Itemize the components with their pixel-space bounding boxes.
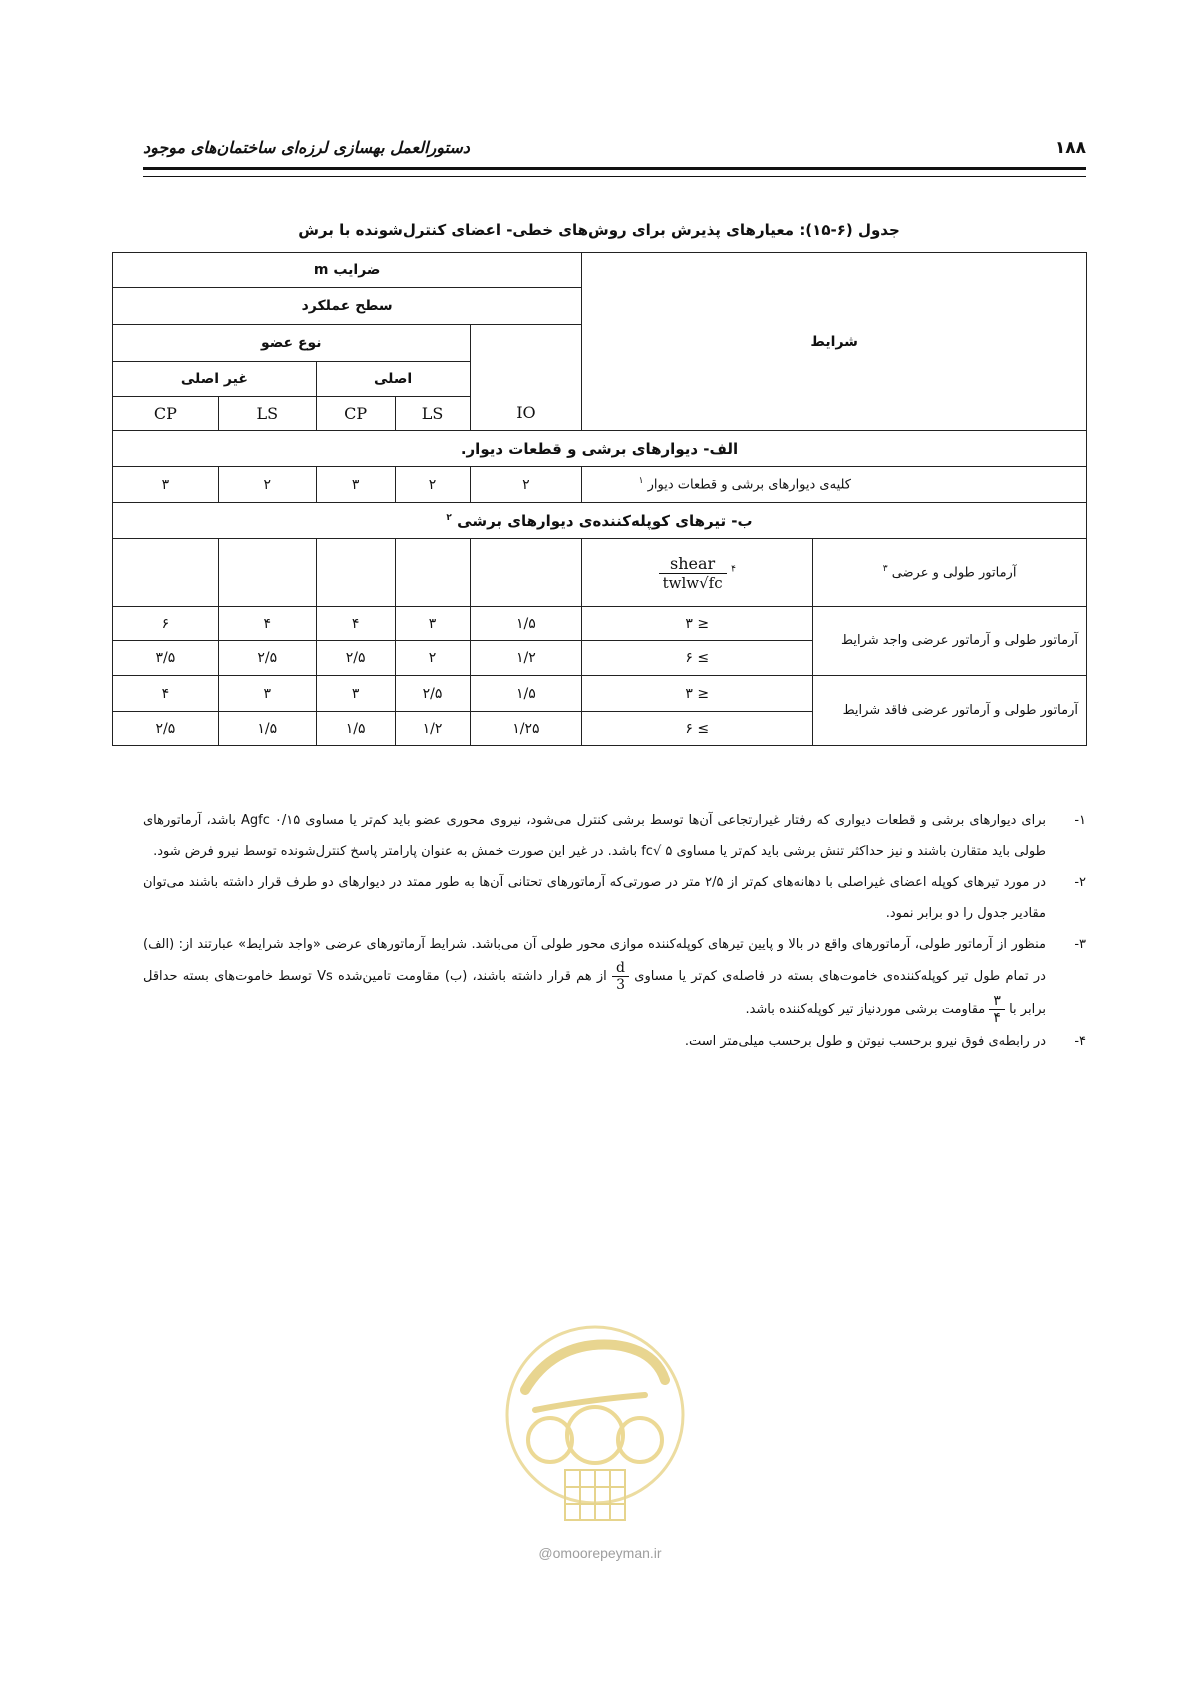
- io-header: IO: [470, 325, 582, 431]
- footnote-text: برای دیوارهای برشی و قطعات دیواری که رفتار غیرارتجاعی آن‌ها توسط برشی کنترل می‌شود، نیروی محوری عضو باید کم‌تر یا مساوی ۰/۱۵ Agfc باشد، آرماتورهای طولی باید متقارن باشند و نیز حداکثر تنش برشی باید کم‌تر یا مساوی ۵ √fc باشد. در غیر این صورت خمش به عنوان پارامتر پاسخ کنترل‌شونده توسط نیرو فرض شود.: [143, 813, 1046, 859]
- footnote-ref: ۴: [731, 563, 736, 574]
- subheader-row: [113, 539, 1087, 607]
- page-number: ۱۸۸: [1054, 138, 1086, 158]
- logo-script: [525, 1345, 665, 1390]
- cell: ۱/۵: [218, 712, 316, 746]
- cell: ۶: [113, 607, 219, 641]
- conditions-header: شرایط: [582, 253, 1087, 431]
- footnote-text: از هم قرار داشته باشند، (ب) مقاومت تامین‌شده Vs توسط خاموت‌های بسته حداقل برابر با: [143, 969, 1046, 1017]
- group-2-label: آرماتور طولی و آرماتور عرضی فاقد شرایط: [813, 676, 1087, 746]
- ratio-numerator: shear: [659, 554, 727, 574]
- cp-secondary-header: CP: [113, 397, 219, 431]
- header-rule: [143, 167, 1086, 177]
- watermark-caption: @omoorepeyman.ir: [538, 1545, 662, 1561]
- row-label-text: کلیه‌ی دیوارهای برشی و قطعات دیوار: [647, 477, 851, 493]
- cell: ۲/۵: [113, 712, 219, 746]
- empty-cell: [395, 539, 470, 607]
- primary-header: اصلی: [316, 362, 470, 397]
- ls-secondary-header: LS: [218, 397, 316, 431]
- gear-icon: [528, 1418, 572, 1462]
- table-row: [113, 467, 1087, 503]
- ratio-cell: ≤ ۳: [582, 607, 813, 641]
- footnote-text: در رابطه‌ی فوق نیرو برحسب نیوتن و طول برحسب میلی‌متر است.: [684, 1034, 1046, 1049]
- footnote-text: در مورد تیرهای کوپله اعضای غیراصلی با دهانه‌های کم‌تر از ۲/۵ متر در صورتی‌که آرماتورهای تحتانی آن‌ها به طور ممتد در دیوارهای دو طرف قرار داشته باشند می‌توان مقادیر جدول را دو برابر نمود.: [143, 875, 1046, 921]
- cell: ۳: [316, 676, 395, 712]
- cell: ۱/۵: [470, 676, 582, 712]
- header-row: [113, 253, 1087, 288]
- secondary-header: غیر اصلی: [113, 362, 317, 397]
- cell: ۳: [316, 467, 395, 503]
- footnote-ref: ۳: [882, 564, 888, 575]
- empty-cell: [316, 539, 395, 607]
- section-b-row: [113, 503, 1087, 539]
- acceptance-criteria-table: [112, 252, 1087, 746]
- empty-cell: [113, 539, 219, 607]
- cell: ۱/۵: [316, 712, 395, 746]
- table-caption: جدول (۶-۱۵): معیارهای پذیرش برای روش‌های خطی- اعضای کنترل‌شونده با برش: [298, 221, 900, 239]
- cell: ۳: [113, 467, 219, 503]
- cell: ۱/۲۵: [470, 712, 582, 746]
- cell: ۴: [113, 676, 219, 712]
- group-1-label: آرماتور طولی و آرماتور عرضی واجد شرایط: [813, 607, 1087, 676]
- cell: ۱/۵: [470, 607, 582, 641]
- section-a-title: الف- دیوارهای برشی و قطعات دیوار.: [113, 431, 1087, 467]
- table-row: [113, 607, 1087, 641]
- running-title: دستورالعمل بهسازی لرزه‌ای ساختمان‌های موجود: [143, 138, 470, 157]
- footnotes: [143, 805, 1086, 1057]
- fraction-3-over-4: [989, 993, 1005, 1026]
- fraction-numerator: ۳: [989, 993, 1005, 1010]
- footnote: [143, 929, 1086, 1026]
- empty-cell: [218, 539, 316, 607]
- cell: ۲: [470, 467, 582, 503]
- cell: ۳: [218, 676, 316, 712]
- footnote-text: مقاومت برشی موردنیاز تیر کوپله‌کننده باشد.: [745, 1002, 986, 1017]
- gear-icon: [618, 1418, 662, 1462]
- footnote: [143, 1026, 1086, 1057]
- page-header: [143, 138, 1086, 168]
- footnote-number: ۱-: [1074, 813, 1086, 828]
- footnote-number: ۳-: [1074, 937, 1086, 952]
- performance-level-header: سطح عملکرد: [113, 288, 582, 325]
- cell: ۲/۵: [218, 641, 316, 676]
- footnote: [143, 867, 1086, 929]
- m-factors-header: ضرایب m: [113, 253, 582, 288]
- section-b-title-cell: [113, 503, 1087, 539]
- table-row: [113, 676, 1087, 712]
- fraction-numerator: d: [612, 960, 629, 977]
- cell: ۳: [395, 607, 470, 641]
- shear-ratio-header: [582, 539, 813, 607]
- reinforcement-header-text: آرماتور طولی و عرضی: [891, 565, 1017, 581]
- fraction-d-over-3: [612, 960, 629, 993]
- ratio-cell: ≥ ۶: [582, 641, 813, 676]
- ratio-cell: ≥ ۶: [582, 712, 813, 746]
- footnote-number: ۲-: [1074, 875, 1086, 890]
- section-a-row-label: [582, 467, 1087, 503]
- member-type-header: نوع عضو: [113, 325, 471, 362]
- shear-ratio-fraction: [659, 554, 727, 592]
- footnote-number: ۴-: [1074, 1034, 1086, 1049]
- cell: ۴: [218, 607, 316, 641]
- footnote-ref: ۱: [638, 476, 644, 487]
- cell: ۱/۲: [470, 641, 582, 676]
- fraction-denominator: 3: [616, 977, 625, 993]
- ls-primary-header: LS: [395, 397, 470, 431]
- footnote: [143, 805, 1086, 867]
- section-a-row: [113, 431, 1087, 467]
- cell: ۲: [395, 467, 470, 503]
- cell: ۲: [218, 467, 316, 503]
- gear-icons: [528, 1407, 662, 1463]
- cell: ۴: [316, 607, 395, 641]
- cp-primary-header: CP: [316, 397, 395, 431]
- ratio-cell: ≤ ۳: [582, 676, 813, 712]
- cell: ۲: [395, 641, 470, 676]
- footnote-text: منظور از آرماتور طولی، آرماتورهای واقع در بالا و پایین تیرهای کوپله‌کننده موازی محور طولی آن می‌باشد. شرایط آرماتورهای عرضی «واجد شرایط» عبارتند از: (الف) در تمام طول تیر کوپله‌کننده‌ی خاموت‌های بسته در فاصله‌ی کم‌تر یا مساوی: [143, 937, 1046, 984]
- section-b-title: ب- تیرهای کوپله‌کننده‌ی دیوارهای برشی: [457, 511, 753, 530]
- fraction-denominator: ۴: [993, 1010, 1001, 1026]
- reinforcement-header: [813, 539, 1087, 607]
- footnote-ref: ۲: [446, 512, 452, 523]
- watermark-logo: [495, 1300, 695, 1570]
- cell: ۱/۲: [395, 712, 470, 746]
- grid-icon: [565, 1470, 625, 1520]
- cell: ۲/۵: [316, 641, 395, 676]
- ratio-denominator: twlw√fc: [662, 573, 723, 592]
- gear-icon: [567, 1407, 623, 1463]
- empty-cell: [470, 539, 582, 607]
- cell: ۲/۵: [395, 676, 470, 712]
- cell: ۳/۵: [113, 641, 219, 676]
